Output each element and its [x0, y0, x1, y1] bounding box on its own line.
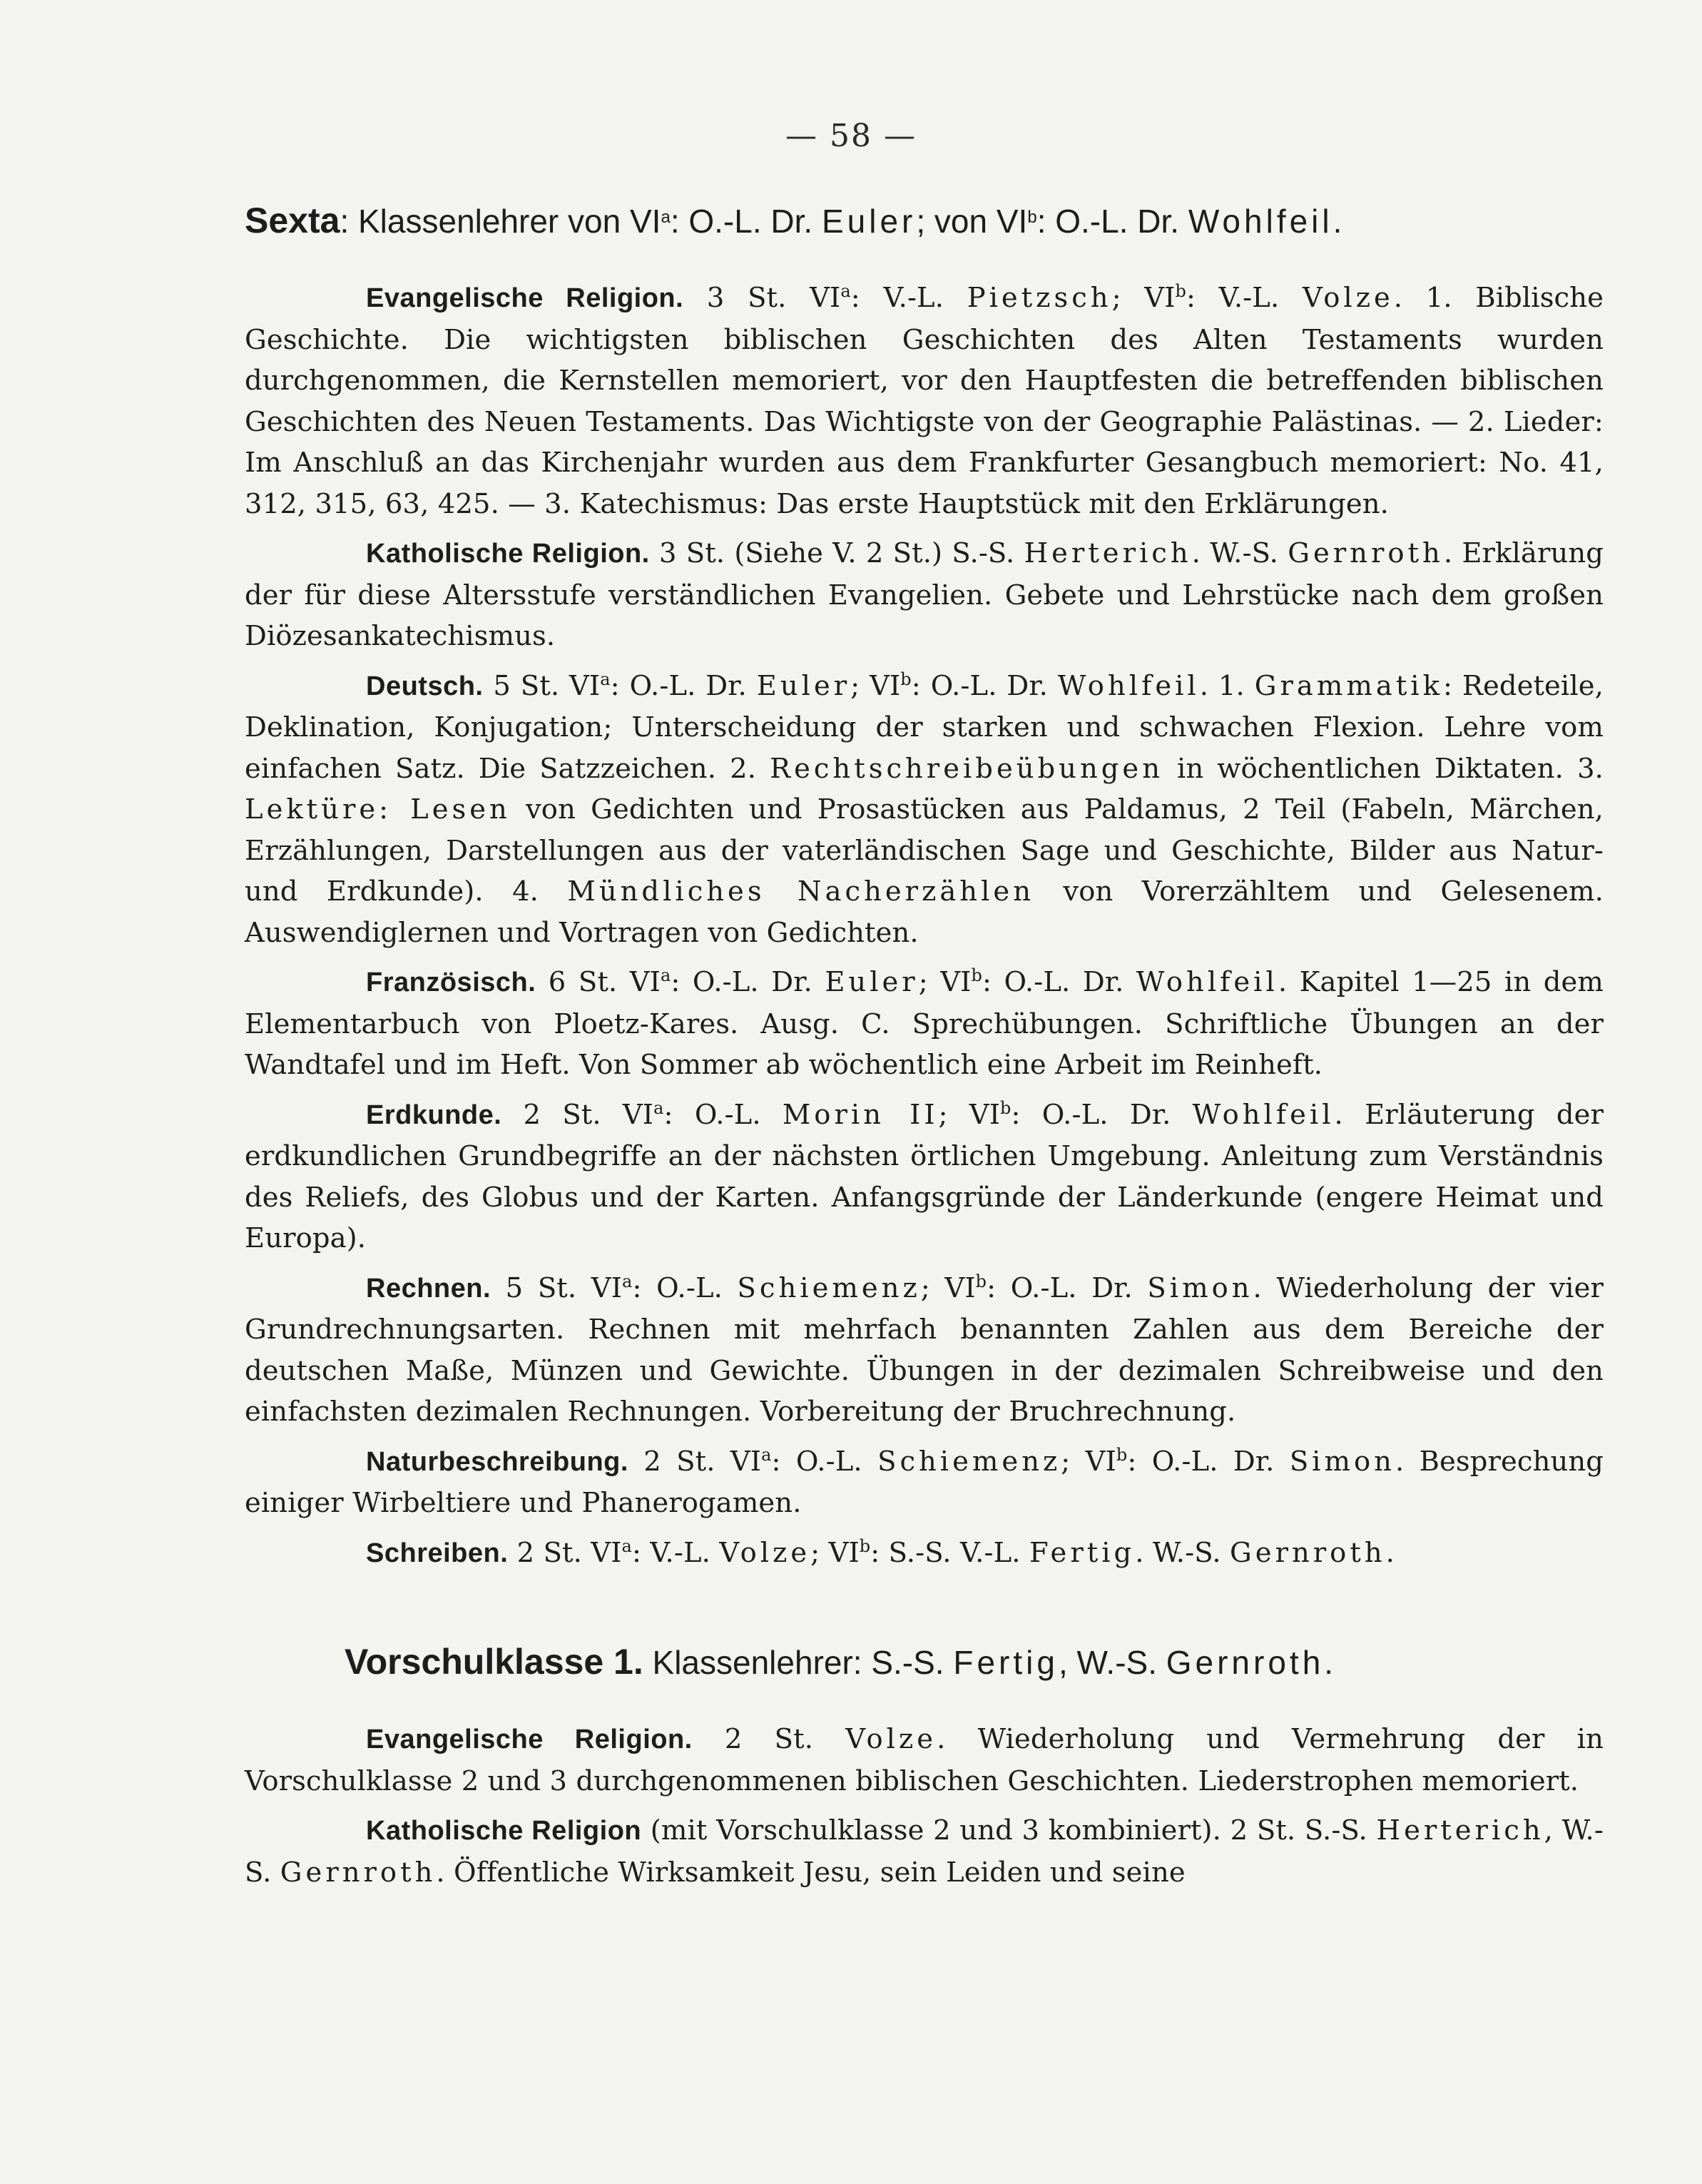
class-superscript: b — [971, 965, 982, 985]
paragraph-vorschul-katholische-religion — [245, 1810, 1604, 1893]
teacher-name: Gernroth — [1288, 537, 1444, 569]
body-text: 2 St. — [692, 1723, 846, 1755]
class-superscript: b — [859, 1535, 871, 1556]
body-text: ; VI — [850, 669, 901, 702]
body-text: . Wiederholung der vier Grundrechnungsarten. Rechnen mit mehrfach benannten Zahlen aus dem Bereiche der deutschen Maße, Münzen und Gewichte. Übungen in der dezimalen Schreibweise und den einfachsten dezimalen Rechnungen. Vorbereitung der Bruchrechnung. — [245, 1271, 1604, 1428]
page-body — [245, 198, 1604, 1893]
class-superscript: a — [840, 281, 851, 301]
teacher-name: Simon — [1147, 1271, 1253, 1304]
page-number: — 58 — — [785, 118, 917, 154]
body-text: : O.-L. — [771, 1445, 878, 1478]
subject-title: Katholische Religion — [366, 1816, 642, 1846]
class-superscript: a — [761, 1444, 772, 1465]
vorschulklasse-heading — [345, 1640, 1604, 1685]
heading-text: Klassenlehrer: S.-S. — [643, 1644, 954, 1681]
teacher-name: Pietzsch — [967, 282, 1112, 314]
class-superscript: b — [900, 669, 912, 689]
heading-text: : O.-L. Dr. — [670, 203, 822, 240]
heading-text: , W.-S. — [1058, 1644, 1166, 1681]
body-text: 5 St. VI — [483, 669, 601, 702]
body-text: ; VI — [918, 966, 972, 998]
body-text: von Gedichten und Prosastücken aus Paldamus, 2 Teil (Fabeln, Märchen, Erzählungen, Darstellungen aus der vaterländischen Sage und Geschichte, Bilder aus Natur- und Erdkunde). 4. — [245, 793, 1604, 908]
teacher-name: Gernroth — [1230, 1536, 1386, 1569]
paragraph-evangelische-religion — [245, 278, 1604, 524]
body-text: : O.-L. Dr. — [671, 966, 825, 998]
class-superscript: b — [1175, 281, 1186, 301]
paragraph-franzoesisch — [245, 962, 1604, 1086]
teacher-name: Gernroth — [1166, 1644, 1325, 1681]
teacher-name: Volze — [845, 1723, 937, 1755]
class-superscript: a — [621, 1535, 632, 1556]
teacher-name: Wohlfeil — [1192, 1098, 1335, 1131]
body-text: : V.-L. — [631, 1536, 720, 1569]
teacher-name: Fertig — [1029, 1536, 1136, 1569]
body-text: . — [1385, 1536, 1395, 1569]
class-superscript: a — [661, 208, 671, 227]
body-text: . W.-S. — [1191, 537, 1288, 569]
body-text: : O.-L. Dr. — [911, 669, 1058, 702]
teacher-name: Simon — [1289, 1445, 1395, 1478]
teacher-name: Euler — [825, 966, 919, 998]
subject-title: Deutsch. — [366, 671, 484, 701]
teacher-name: Wohlfeil — [1188, 203, 1333, 240]
body-text: von Vorerzähltem und Gelesenem. Auswendiglernen und Vortragen von Gedichten. — [245, 875, 1604, 949]
sexta-heading-name: Sexta — [245, 200, 340, 240]
class-superscript: a — [622, 1271, 633, 1291]
subject-title: Evangelische Religion. — [366, 1725, 693, 1754]
heading-text: . — [1332, 203, 1342, 240]
body-text: . Erläuterung der erdkundlichen Grundbegriffe an der nächsten örtlichen Umgebung. Anleitung zum Verständnis des Reliefs, des Globus und der Karten. Anfangsgründe der Länderkunde (engere Heimat und Europa). — [245, 1098, 1604, 1254]
subject-title: Naturbeschreibung. — [366, 1446, 628, 1477]
paragraph-katholische-religion — [245, 533, 1604, 657]
class-superscript: a — [660, 965, 671, 985]
body-text: . W.-S. — [1135, 1536, 1230, 1569]
teacher-name: Fertig — [953, 1644, 1059, 1681]
body-text: ; VI — [1111, 282, 1176, 314]
paragraph-vorschul-evangelische-religion — [245, 1719, 1604, 1802]
body-text: . 1. — [1199, 669, 1255, 702]
paragraph-schreiben — [245, 1533, 1604, 1575]
body-text: ; VI — [938, 1098, 1001, 1131]
body-text: : O.-L. — [663, 1098, 783, 1131]
spaced-term: Mündliches Nacherzählen — [567, 875, 1034, 908]
spaced-term: Rechtschreibeübungen — [770, 752, 1163, 785]
teacher-name: Gernroth — [280, 1856, 437, 1889]
body-text: 6 St. VI — [536, 966, 661, 998]
teacher-name: Wohlfeil — [1057, 669, 1200, 702]
teacher-name: Euler — [821, 203, 917, 240]
teacher-name: Euler — [756, 669, 851, 702]
body-text: : V.-L. — [1186, 282, 1303, 314]
body-text: ; VI — [1061, 1445, 1116, 1478]
paragraph-deutsch — [245, 666, 1604, 954]
spaced-term: Grammatik — [1254, 669, 1443, 702]
spaced-term: Lektüre: Lesen — [245, 793, 511, 826]
body-text: : V.-L. — [850, 282, 967, 314]
teacher-name: Volze — [719, 1536, 811, 1569]
teacher-name: Herterich — [1376, 1814, 1544, 1847]
body-text: : O.-L. Dr. — [982, 966, 1136, 998]
class-superscript: b — [1116, 1444, 1128, 1465]
body-text: . Kapitel 1—25 in dem Elementarbuch von Ploetz-Kares. Ausg. C. Sprechübungen. Schriftliche Übungen an der Wandtafel und im Heft. Von Sommer ab wöchentlich eine Arbeit im Reinheft. — [245, 966, 1604, 1081]
body-text: . Öffentliche Wirksamkeit Jesu, sein Leiden und seine — [436, 1856, 1186, 1889]
body-text: : O.-L. Dr. — [987, 1271, 1148, 1304]
body-text: ; VI — [810, 1536, 860, 1569]
paragraph-rechnen — [245, 1268, 1604, 1433]
body-text: . Besprechung einiger Wirbeltiere und Phanerogamen. — [245, 1445, 1604, 1519]
subject-title: Katholische Religion. — [366, 539, 650, 569]
class-superscript: a — [600, 669, 611, 689]
heading-colon: : — [340, 203, 350, 240]
body-text: 2 St. VI — [508, 1536, 622, 1569]
body-text: : O.-L. Dr. — [1011, 1098, 1193, 1131]
teacher-name: Volze — [1302, 282, 1394, 314]
body-text: . 1. Biblische Geschichte. Die wichtigsten biblischen Geschichten des Alten Testaments wurden durchgenommen, die Kernstellen memoriert, vor den Hauptfesten die betreffenden biblischen Geschichten des Neuen Testaments. Das Wichtigste von der Geographie Palästinas. — 2. Lieder: Im Anschluß an das Kirchenjahr wurden aus dem Frankfurter Gesangbuch memoriert: No. 41, 312, 315, 63, 425. — 3. Katechismus: Das erste Hauptstück mit den Erklärungen. — [245, 282, 1604, 520]
body-text: (mit Vorschulklasse 2 und 3 kombiniert). 2 St. S.-S. — [641, 1814, 1377, 1847]
body-text: . Erklärung der für diese Altersstufe verständlichen Evangelien. Gebete und Lehrstücke nach dem großen Diözesankatechismus. — [245, 537, 1604, 652]
body-text: 2 St. VI — [628, 1445, 762, 1478]
body-text: in wöchentlichen Diktaten. 3. — [1163, 752, 1604, 785]
body-text: : O.-L. — [632, 1271, 738, 1304]
body-text: : Redeteile, Deklination, Konjugation; Unterscheidung der starken und schwachen Flexion. Lehre vom einfachen Satz. Die Satzzeichen. 2. — [245, 669, 1604, 785]
teacher-name: Morin II — [782, 1098, 939, 1131]
teacher-name: Schiemenz — [877, 1445, 1061, 1478]
heading-text: . — [1324, 1644, 1334, 1681]
subject-title: Erdkunde. — [366, 1099, 502, 1130]
subject-title: Evangelische Religion. — [366, 283, 684, 313]
body-text: : O.-L. Dr. — [610, 669, 757, 702]
paragraph-naturbeschreibung — [245, 1441, 1604, 1524]
paragraph-erdkunde — [245, 1094, 1604, 1259]
body-text: . Wiederholung und Vermehrung der in Vorschulklasse 2 und 3 durchgenommenen biblischen Geschichten. Liederstrophen memoriert. — [245, 1723, 1604, 1797]
body-text: , W.-S. — [245, 1814, 1604, 1889]
body-text: 3 St. (Siehe V. 2 St.) S.-S. — [649, 537, 1024, 569]
body-text: 5 St. VI — [491, 1271, 623, 1304]
body-text: : O.-L. Dr. — [1127, 1445, 1290, 1478]
subject-title: Schreiben. — [366, 1538, 509, 1568]
teacher-name: Herterich — [1024, 537, 1192, 569]
heading-text: : O.-L. Dr. — [1036, 203, 1188, 240]
class-superscript: b — [1000, 1097, 1011, 1118]
sexta-heading — [245, 198, 1604, 243]
body-text: 2 St. VI — [501, 1098, 654, 1131]
body-text: ; VI — [920, 1271, 976, 1304]
class-superscript: b — [975, 1271, 987, 1291]
class-superscript: a — [653, 1097, 664, 1118]
heading-text: Klassenlehrer von VI — [349, 203, 661, 240]
vorschulklasse-heading-name: Vorschulklasse 1. — [345, 1642, 643, 1682]
class-superscript: b — [1027, 208, 1037, 227]
heading-text: ; von VI — [916, 203, 1028, 240]
subject-title: Französisch. — [366, 967, 536, 997]
body-text: 3 St. VI — [683, 282, 841, 314]
teacher-name: Schiemenz — [737, 1271, 921, 1304]
teacher-name: Wohlfeil — [1136, 966, 1278, 998]
subject-title: Rechnen. — [366, 1273, 491, 1304]
body-text: : S.-S. V.-L. — [870, 1536, 1029, 1569]
